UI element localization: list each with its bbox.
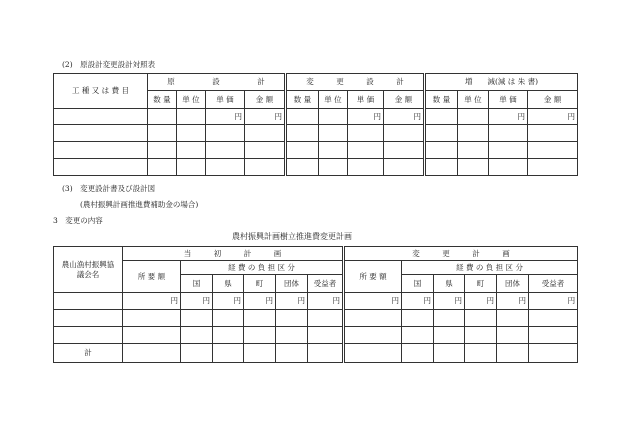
yen-unit: 円 bbox=[213, 293, 244, 310]
national-col: 国 bbox=[181, 275, 213, 293]
yen-unit: 円 bbox=[308, 293, 344, 310]
yen-unit: 円 bbox=[348, 109, 384, 125]
required-amount-col: 所 要 額 bbox=[344, 261, 402, 293]
plan-change-table bbox=[53, 246, 578, 363]
cost-share-header: 経 費 の 負 担 区 分 bbox=[181, 261, 344, 275]
unit-price-col: 単 価 bbox=[348, 91, 384, 109]
beneficiary-col: 受益者 bbox=[308, 275, 344, 293]
yen-unit: 円 bbox=[206, 109, 245, 125]
amount-col: 金 額 bbox=[384, 91, 425, 109]
unit-price-col: 単 価 bbox=[489, 91, 528, 109]
yen-unit: 円 bbox=[245, 109, 286, 125]
yen-unit: 円 bbox=[434, 293, 465, 310]
cell bbox=[54, 109, 148, 125]
national-col: 国 bbox=[402, 275, 434, 293]
yen-unit: 円 bbox=[244, 293, 276, 310]
work-item-header: 工 種 又 は 費 目 bbox=[54, 74, 148, 109]
design-comparison-table bbox=[53, 73, 578, 176]
plan-table-title: 農村振興計画樹立推進費変更計画 bbox=[232, 232, 352, 241]
yen-unit: 円 bbox=[123, 293, 181, 310]
yen-unit: 円 bbox=[529, 293, 578, 310]
original-design-header: 原 設 計 bbox=[148, 74, 286, 91]
yen-unit: 円 bbox=[276, 293, 308, 310]
yen-unit: 円 bbox=[528, 109, 578, 125]
yen-unit: 円 bbox=[344, 293, 402, 310]
yen-unit: 円 bbox=[497, 293, 529, 310]
section2-heading: (2) 原設計変更設計対照表 bbox=[62, 60, 156, 69]
council-name-header: 農山漁村振興協議会名 bbox=[54, 247, 123, 293]
prefecture-col: 県 bbox=[213, 275, 244, 293]
cost-share-header: 経 費 の 負 担 区 分 bbox=[402, 261, 578, 275]
organization-col: 団体 bbox=[276, 275, 308, 293]
amount-col: 金 額 bbox=[245, 91, 286, 109]
yen-unit: 円 bbox=[489, 109, 528, 125]
changed-design-header: 変 更 設 計 bbox=[286, 74, 425, 91]
quantity-col: 数 量 bbox=[286, 91, 319, 109]
required-amount-col: 所 要 額 bbox=[123, 261, 181, 293]
quantity-col: 数 量 bbox=[148, 91, 177, 109]
section3-heading: (3) 変更設計書及び設計図 bbox=[62, 184, 156, 193]
total-label: 計 bbox=[54, 344, 123, 363]
town-col: 町 bbox=[244, 275, 276, 293]
yen-unit: 円 bbox=[384, 109, 425, 125]
unit-price-col: 単 価 bbox=[206, 91, 245, 109]
original-plan-header: 当 初 計 画 bbox=[123, 247, 344, 261]
unit-col: 単 位 bbox=[177, 91, 206, 109]
quantity-col: 数 量 bbox=[425, 91, 458, 109]
unit-col: 単 位 bbox=[458, 91, 489, 109]
prefecture-col: 県 bbox=[434, 275, 465, 293]
yen-unit: 円 bbox=[402, 293, 434, 310]
unit-col: 単 位 bbox=[319, 91, 348, 109]
increase-decrease-header: 増 減(減 は 朱 書) bbox=[425, 74, 578, 91]
section3-note: (農村振興計画推進費補助金の場合) bbox=[80, 200, 199, 209]
town-col: 町 bbox=[465, 275, 497, 293]
yen-unit: 円 bbox=[181, 293, 213, 310]
changed-plan-header: 変 更 計 画 bbox=[344, 247, 578, 261]
amount-col: 金 額 bbox=[528, 91, 578, 109]
organization-col: 団体 bbox=[497, 275, 529, 293]
item3-heading: 3 変更の内容 bbox=[53, 216, 103, 225]
beneficiary-col: 受益者 bbox=[529, 275, 578, 293]
yen-unit: 円 bbox=[465, 293, 497, 310]
